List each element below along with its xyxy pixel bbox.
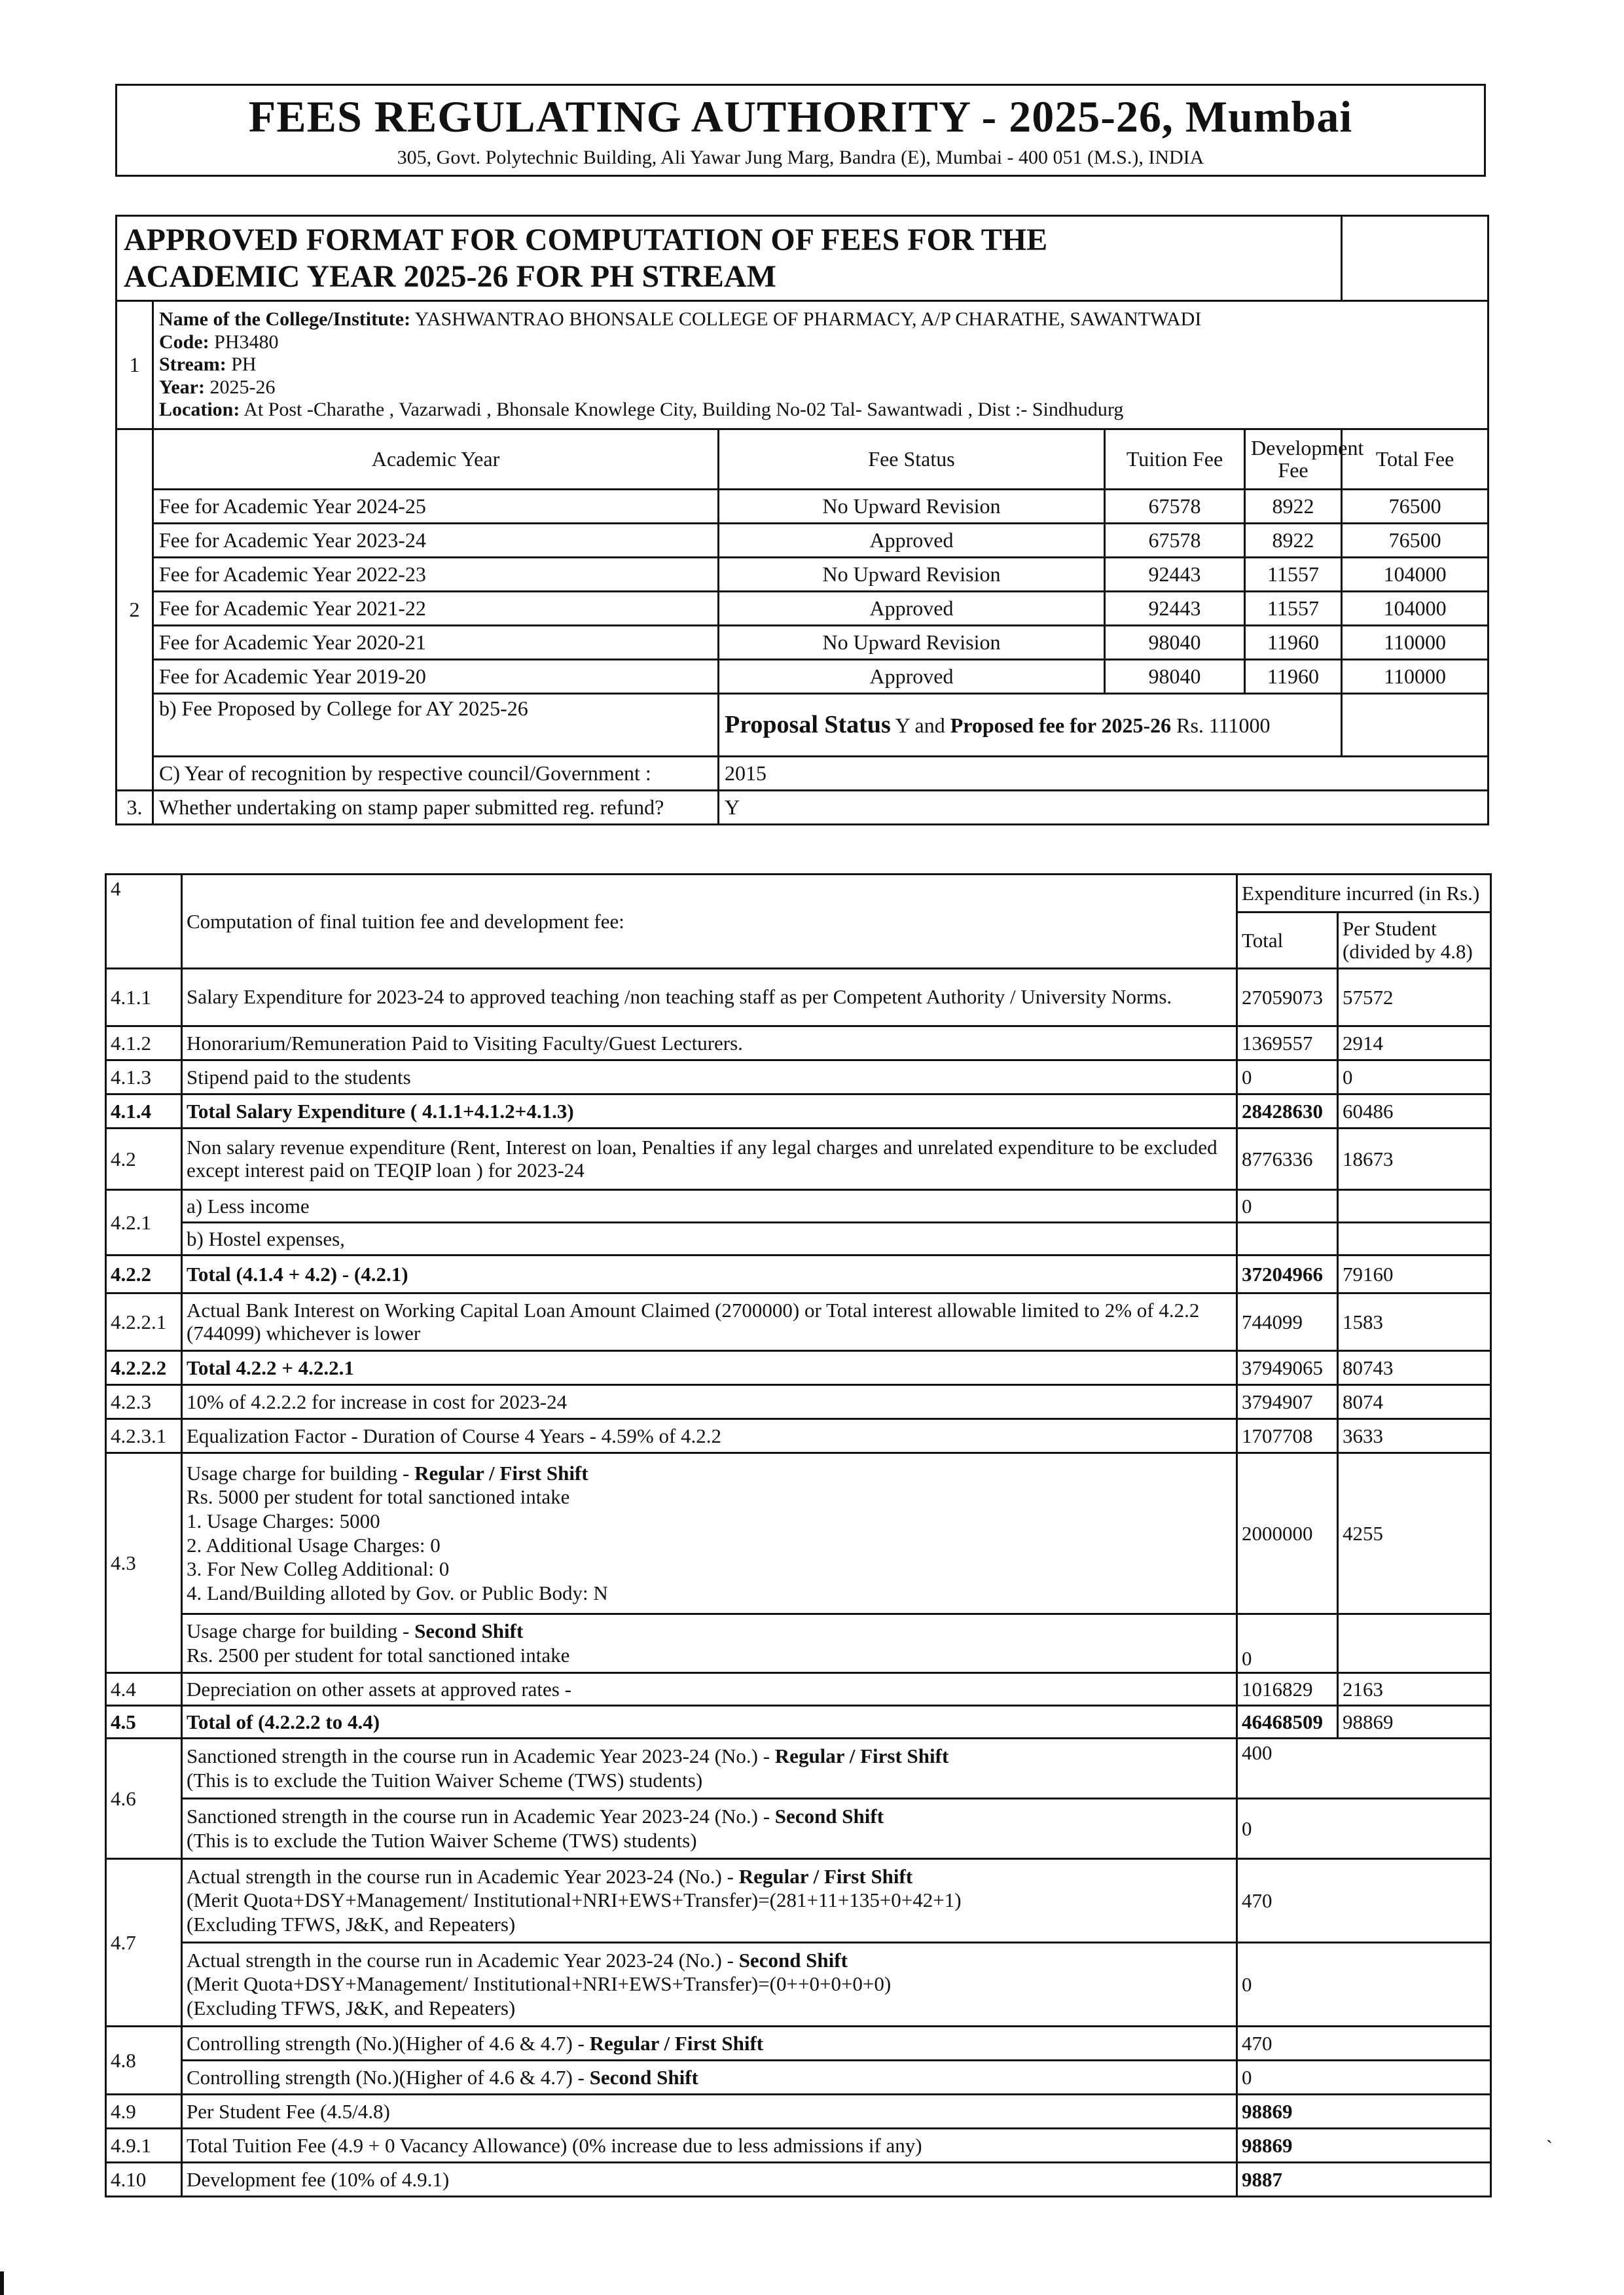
strength-prefix: Sanctioned strength in the course run in Academic Year 2023-24 (No.) - [187,1804,775,1828]
fee-history-row [117,524,1489,558]
table-row [106,1060,1491,1094]
shift-label: Regular / First Shift [774,1744,949,1767]
fee-history-row [117,660,1489,694]
item-description: Salary Expenditure for 2023-24 to approved teaching /non teaching staff as per Competent Authority / University Norms. [182,969,1237,1026]
development-fee: 8922 [1245,524,1342,558]
table-row [106,2129,1491,2163]
table-row [106,1293,1491,1351]
year-label: Year: [159,376,205,398]
format-title-line1: APPROVED FORMAT FOR COMPUTATION OF FEES FOR THE [124,223,1048,258]
fee-format-table [115,215,1489,825]
table-row [106,1739,1491,1799]
stream-label: Stream: [159,353,226,376]
total-fee: 110000 [1342,660,1489,694]
item-per-student: 98869 [1338,1706,1491,1739]
stream-line [159,353,1482,376]
stream-value: PH [231,353,257,376]
item-total: 37949065 [1237,1351,1338,1385]
table-row [106,1799,1491,1859]
item-description [182,1453,1237,1614]
item-description: Non salary revenue expenditure (Rent, Interest on loan, Penalties if any legal charges and unrelated expenditure to be excluded except interest paid on TEQIP loan ) for 2023-24 [182,1129,1237,1190]
header-box [115,84,1486,177]
development-fee: 11960 [1245,626,1342,660]
item-per-student: 4255 [1338,1453,1491,1614]
item-number: 4.2.2 [106,1256,182,1293]
item-number: 4.3 [106,1453,182,1673]
page-title: FEES REGULATING AUTHORITY - 2025-26, Mumbai [248,92,1353,141]
format-title-row [117,216,1489,301]
item-number: 4.1.1 [106,969,182,1026]
item-number: 4.4 [106,1673,182,1706]
proposed-fee-row [117,694,1489,757]
item-number: 4.7 [106,1859,182,2027]
column-header-tuition-fee: Tuition Fee [1105,429,1245,490]
proposal-status [719,694,1342,757]
item-total: 1369557 [1237,1026,1338,1060]
undertaking-label: Whether undertaking on stamp paper submitted reg. refund? [153,791,719,825]
item-description: a) Less income [182,1190,1237,1223]
column-header-total-fee: Total Fee [1342,429,1489,490]
college-code-label: Code: [159,331,209,353]
undertaking-value: Y [719,791,1489,825]
item-number: 4.8 [106,2027,182,2095]
usage-charge-line: 1. Usage Charges: 5000 [187,1509,380,1532]
total-fee: 104000 [1342,558,1489,592]
table-row [106,969,1491,1026]
tuition-fee: 67578 [1105,524,1245,558]
development-fee: 11557 [1245,592,1342,626]
item-description: Total Tuition Fee (4.9 + 0 Vacancy Allowance) (0% increase due to less admissions if any) [182,2129,1237,2163]
item-total: 46468509 [1237,1706,1338,1739]
item-total [1237,1223,1338,1256]
item-per-student: 79160 [1338,1256,1491,1293]
strength-note: (Excluding TFWS, J&K, and Repeaters) [187,1912,516,1936]
item-per-student: 2914 [1338,1026,1491,1060]
college-name-label: Name of the College/Institute: [159,308,411,331]
tuition-fee: 92443 [1105,592,1245,626]
strength-prefix: Controlling strength (No.)(Higher of 4.6 & 4.7) - [187,2065,590,2089]
proposed-fee-label: b) Fee Proposed by College for AY 2025-26 [153,694,719,757]
item-value: 9887 [1237,2163,1491,2197]
fee-history-row [117,592,1489,626]
item-total: 0 [1237,1190,1338,1223]
shift-label: Regular / First Shift [738,1864,913,1888]
strength-note: (This is to exclude the Tuition Waiver Scheme (TWS) students) [187,1768,703,1792]
item-number: 4.10 [106,2163,182,2197]
item-description: Total (4.1.4 + 4.2) - (4.2.1) [182,1256,1237,1293]
table-row [106,1706,1491,1739]
item-number: 4.5 [106,1706,182,1739]
strength-note: (Excluding TFWS, J&K, and Repeaters) [187,1996,516,2019]
item-total: 0 [1237,1614,1338,1673]
location-line [159,399,1482,422]
fee-status: No Upward Revision [719,558,1105,592]
total-column-header: Total [1237,913,1338,969]
table-row [106,1026,1491,1060]
item-per-student: 2163 [1338,1673,1491,1706]
tuition-fee: 98040 [1105,660,1245,694]
expenditure-header: Expenditure incurred (in Rs.) [1237,875,1491,913]
table-row [106,2027,1491,2061]
location-label: Location: [159,399,240,421]
item-description: Stipend paid to the students [182,1060,1237,1094]
table-row [106,2061,1491,2095]
proposal-and-text: and [914,713,945,737]
item-per-student [1338,1223,1491,1256]
year-line [159,376,1482,399]
fee-status: No Upward Revision [719,490,1105,524]
item-total: 8776336 [1237,1129,1338,1190]
column-header-development-fee: Development Fee [1245,429,1342,490]
item-description: Honorarium/Remuneration Paid to Visiting Faculty/Guest Lecturers. [182,1026,1237,1060]
shift-label: Regular / First Shift [414,1461,588,1485]
section-number: 4 [106,875,182,969]
tuition-fee: 98040 [1105,626,1245,660]
strength-note: (This is to exclude the Tution Waiver Scheme (TWS) students) [187,1828,697,1852]
development-fee: 11557 [1245,558,1342,592]
item-per-student: 1583 [1338,1293,1491,1351]
fee-year: Fee for Academic Year 2019-20 [153,660,719,694]
shift-label: Second Shift [589,2065,698,2089]
strength-prefix: Sanctioned strength in the course run in Academic Year 2023-24 (No.) - [187,1744,775,1767]
recognition-value: 2015 [719,757,1489,791]
computation-title: Computation of final tuition fee and development fee: [182,875,1237,969]
strength-prefix: Actual strength in the course run in Academic Year 2023-24 (No.) - [187,1948,739,1972]
item-per-student: 80743 [1338,1351,1491,1385]
item-number: 4.9 [106,2095,182,2129]
development-fee: 11960 [1245,660,1342,694]
usage-charge-line: 2. Additional Usage Charges: 0 [187,1533,441,1557]
item-value: 98869 [1237,2129,1491,2163]
item-description: b) Hostel expenses, [182,1223,1237,1256]
total-fee: 76500 [1342,524,1489,558]
item-per-student: 18673 [1338,1129,1491,1190]
item-value: 0 [1237,1943,1491,2027]
item-description: Total of (4.2.2.2 to 4.4) [182,1706,1237,1739]
item-total: 1707708 [1237,1419,1338,1453]
table-row [106,2163,1491,2197]
column-header-fee-status: Fee Status [719,429,1105,490]
item-per-student [1338,1190,1491,1223]
item-value: 0 [1237,1799,1491,1859]
table-row [106,1094,1491,1129]
fee-year: Fee for Academic Year 2020-21 [153,626,719,660]
fee-history-row [117,626,1489,660]
item-number: 4.1.3 [106,1060,182,1094]
development-fee: 8922 [1245,490,1342,524]
shift-label: Second Shift [774,1804,884,1828]
item-total: 744099 [1237,1293,1338,1351]
tuition-fee: 92443 [1105,558,1245,592]
fee-status: Approved [719,524,1105,558]
strength-formula: (Merit Quota+DSY+Management/ Institutional+NRI+EWS+Transfer)=(0++0+0+0+0) [187,1972,892,1996]
item-description [182,2027,1237,2061]
item-description: Total Salary Expenditure ( 4.1.1+4.1.2+4.1.3) [182,1094,1237,1129]
fee-status: No Upward Revision [719,626,1105,660]
table-row [106,2095,1491,2129]
year-value: 2025-26 [209,376,276,398]
item-description: Actual Bank Interest on Working Capital Loan Amount Claimed (2700000) or Total interest allowable limited to 2% of 4.2.2 (744099) whichever is lower [182,1293,1237,1351]
item-description [182,1799,1237,1859]
table-row [106,1859,1491,1943]
fee-status: Approved [719,592,1105,626]
computation-table [105,873,1492,2197]
item-total: 27059073 [1237,969,1338,1026]
item-number: 4.2.3.1 [106,1419,182,1453]
format-title [117,216,1342,301]
item-number: 4.2.1 [106,1190,182,1256]
shift-label: Regular / First Shift [589,2031,764,2055]
item-number: 4.1.2 [106,1026,182,1060]
item-number: 4.9.1 [106,2129,182,2163]
usage-charge-line: Rs. 2500 per student for total sanctioned intake [187,1643,570,1667]
item-description [182,1614,1237,1673]
strength-prefix: Actual strength in the course run in Academic Year 2023-24 (No.) - [187,1864,739,1888]
item-total: 1016829 [1237,1673,1338,1706]
strength-formula: (Merit Quota+DSY+Management/ Institutional+NRI+EWS+Transfer)=(281+11+135+0+42+1) [187,1888,962,1912]
recognition-label: C) Year of recognition by respective council/Government : [153,757,719,791]
proposed-fee-blank-cell [1342,694,1489,757]
proposal-status-value: Y [895,713,910,737]
college-code-value: PH3480 [214,331,279,353]
recognition-row [117,757,1489,791]
item-description [182,1859,1237,1943]
fee-history-row [117,490,1489,524]
item-number: 4.6 [106,1739,182,1859]
fee-year: Fee for Academic Year 2023-24 [153,524,719,558]
per-student-header-line1: Per Student [1343,917,1437,941]
fee-year: Fee for Academic Year 2022-23 [153,558,719,592]
item-total: 0 [1237,1060,1338,1094]
total-fee: 104000 [1342,592,1489,626]
item-number: 4.2.2.2 [106,1351,182,1385]
usage-charge-line: Rs. 5000 per student for total sanctioned intake [187,1485,570,1509]
item-value: 470 [1237,2027,1491,2061]
shift-label: Second Shift [738,1948,848,1972]
college-code-line [159,331,1482,354]
item-per-student: 60486 [1338,1094,1491,1129]
usage-charge-first-shift-title [187,1462,1232,1486]
item-per-student: 3633 [1338,1419,1491,1453]
college-name-value: YASHWANTRAO BHONSALE COLLEGE OF PHARMACY, A/P CHARATHE, SAWANTWADI [414,308,1202,331]
item-description: Depreciation on other assets at approved rates - [182,1673,1237,1706]
fee-history-header-row [117,429,1489,490]
table-row [106,1673,1491,1706]
item-description: Development fee (10% of 4.9.1) [182,2163,1237,2197]
section-number: 2 [117,429,153,791]
fee-status: Approved [719,660,1105,694]
scan-edge-mark [0,2271,4,2295]
fee-year: Fee for Academic Year 2024-25 [153,490,719,524]
table-row [106,1419,1491,1453]
total-fee: 110000 [1342,626,1489,660]
item-number: 4.1.4 [106,1094,182,1129]
table-row [106,1385,1491,1419]
stray-mark: ` [1546,2137,1553,2158]
proposed-fee-value: Rs. 111000 [1176,713,1271,737]
per-student-header-line2: (divided by 4.8) [1343,939,1473,963]
item-number: 4.2 [106,1129,182,1190]
college-name-line [159,308,1482,331]
usage-charge-prefix: Usage charge for building - [187,1461,415,1485]
tuition-fee: 67578 [1105,490,1245,524]
item-total: 37204966 [1237,1256,1338,1293]
computation-header-row [106,875,1491,913]
fee-history-row [117,558,1489,592]
item-description: Total 4.2.2 + 4.2.2.1 [182,1351,1237,1385]
college-info [153,301,1489,429]
item-per-student: 8074 [1338,1385,1491,1419]
item-per-student [1338,1614,1491,1673]
total-fee: 76500 [1342,490,1489,524]
table-row [106,1256,1491,1293]
item-per-student: 57572 [1338,969,1491,1026]
table-row [106,1453,1491,1614]
column-header-academic-year: Academic Year [153,429,719,490]
item-number: 4.2.2.1 [106,1293,182,1351]
format-title-blank-cell [1342,216,1489,301]
item-value: 470 [1237,1859,1491,1943]
section-number: 3. [117,791,153,825]
college-info-row [117,301,1489,429]
item-description [182,1943,1237,2027]
item-per-student: 0 [1338,1060,1491,1094]
format-title-line2: ACADEMIC YEAR 2025-26 FOR PH STREAM [124,259,776,294]
usage-charge-second-shift-title [187,1619,1232,1644]
item-value: 0 [1237,2061,1491,2095]
item-number: 4.2.3 [106,1385,182,1419]
item-description [182,1739,1237,1799]
proposed-fee-for-label: Proposed fee for 2025-26 [950,713,1172,737]
usage-charge-prefix: Usage charge for building - [187,1619,415,1642]
table-row [106,1190,1491,1223]
item-description: Equalization Factor - Duration of Course 4 Years - 4.59% of 4.2.2 [182,1419,1237,1453]
authority-address: 305, Govt. Polytechnic Building, Ali Yawar Jung Marg, Bandra (E), Mumbai - 400 051 (M.S.), INDIA [397,147,1204,168]
item-value: 98869 [1237,2095,1491,2129]
table-row [106,1223,1491,1256]
table-row [106,1129,1491,1190]
undertaking-row [117,791,1489,825]
fee-year: Fee for Academic Year 2021-22 [153,592,719,626]
usage-charge-line: 3. For New Colleg Additional: 0 [187,1557,450,1581]
table-row [106,1943,1491,2027]
item-total: 3794907 [1237,1385,1338,1419]
item-total: 2000000 [1237,1453,1338,1614]
location-value: At Post -Charathe , Vazarwadi , Bhonsale Knowlege City, Building No-02 Tal- Sawantwadi , Dist :- Sindhudurg [244,399,1124,421]
usage-charge-line: 4. Land/Building alloted by Gov. or Public Body: N [187,1581,608,1604]
item-description: 10% of 4.2.2.2 for increase in cost for 2023-24 [182,1385,1237,1419]
item-total: 28428630 [1237,1094,1338,1129]
item-description [182,2061,1237,2095]
proposal-status-label: Proposal Status [725,710,891,738]
shift-label: Second Shift [414,1619,524,1642]
item-description: Per Student Fee (4.5/4.8) [182,2095,1237,2129]
item-value: 400 [1237,1739,1491,1799]
strength-prefix: Controlling strength (No.)(Higher of 4.6 & 4.7) - [187,2031,590,2055]
section-number: 1 [117,301,153,429]
table-row [106,1614,1491,1673]
per-student-column-header [1338,913,1491,969]
table-row [106,1351,1491,1385]
